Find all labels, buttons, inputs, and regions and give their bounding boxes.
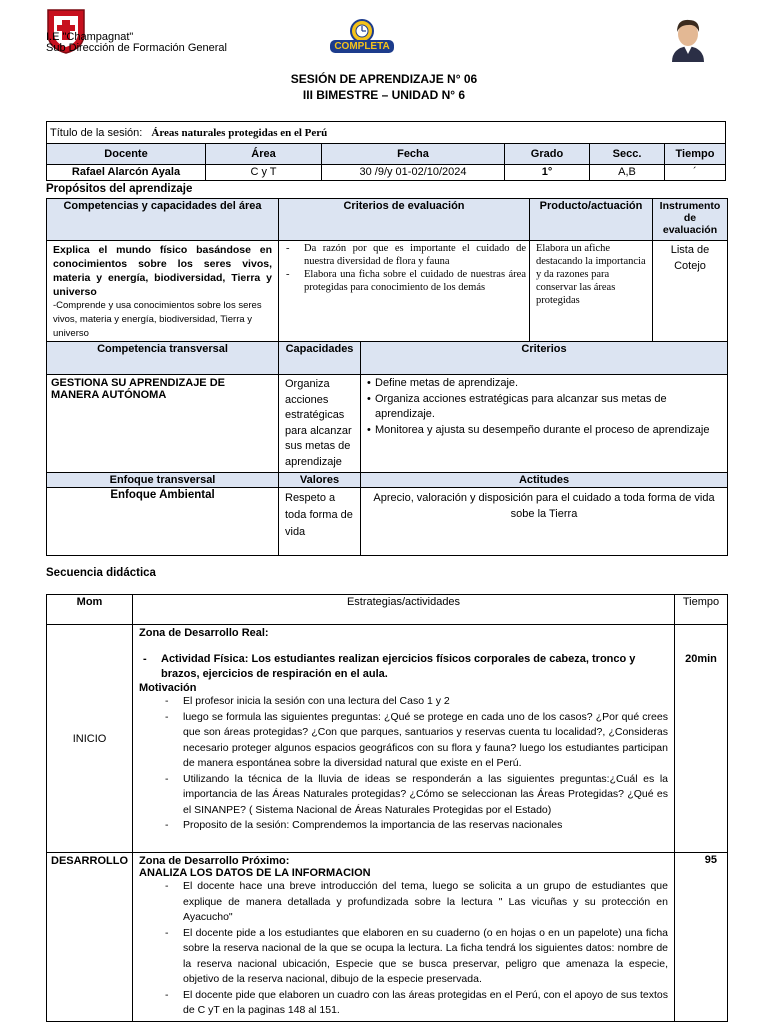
transversal-capacity: Organiza acciones estratégicas para alcanzar sus metas de aprendizaje <box>279 375 361 473</box>
instrument-cell: Lista de Cotejo <box>653 241 728 344</box>
approach-values: Respeto a toda forma de vida <box>279 488 361 556</box>
desarrollo-zone: Zona de Desarrollo Próximo: <box>139 855 290 867</box>
inicio-item: - Proposito de la sesión: Comprendemos la importancia de las reservas nacionales <box>161 818 668 834</box>
title-value: Áreas naturales protegidas en el Perú <box>151 126 328 139</box>
logo-text: COMPLETA <box>334 41 390 52</box>
physical-activity: - Actividad Física: Los estudiantes realizan ejercicios físicos corporales de cabeza, tronco y brazos, ejercicios de respiración en el aula. <box>139 652 668 682</box>
transversal-competence: GESTIONA SU APRENDIZAJE DE MANERA AUTÓNOMA <box>47 375 279 473</box>
competence-cell <box>47 241 279 344</box>
title-label: Título de la sesión: <box>50 126 143 139</box>
area-value: C y T <box>206 165 322 181</box>
jornada-completa-logo <box>326 18 398 60</box>
fecha-value: 30 /9/y 01-02/10/2024 <box>322 165 505 181</box>
desarrollo-subtitle: ANALIZA LOS DATOS DE LA INFORMACION <box>139 867 371 879</box>
sub-direction: Sub Dirección de Formación General <box>46 42 227 54</box>
session-title: SESIÓN DE APRENDIZAJE N° 06 <box>290 72 478 86</box>
inicio-zone: Zona de Desarrollo Real: <box>139 627 269 639</box>
sequence-table <box>46 594 728 1022</box>
inicio-item: - Utilizando la técnica de la lluvia de ideas se responderán a las siguientes preguntas:¿Cuál es la importancia de las Áreas Naturales protegidas? ¿Cómo se seleccionan las Áreas Protegidas? ¿Qué es el SINANPE? ( Sistema Nacional de Áreas Naturales Protegidas por el Estado) <box>161 772 668 819</box>
desarrollo-content <box>133 853 675 1022</box>
transversal-table <box>46 341 728 556</box>
criteria-item: - Elabora una ficha sobre el cuidado de nuestras área protegidas para conocimiento de los demás <box>282 268 526 294</box>
criteria-cell <box>279 241 530 344</box>
col-criterios: Criterios de evaluación <box>279 199 530 241</box>
desarrollo-label: DESARROLLO <box>47 853 133 1022</box>
col-mom: Mom <box>47 595 133 625</box>
col-area: Área <box>206 144 322 165</box>
inicio-item: - El profesor inicia la sesión con una lectura del Caso 1 y 2 <box>161 694 668 710</box>
col-actitudes: Actitudes <box>361 473 728 488</box>
transversal-criterion: • Define metas de aprendizaje. <box>367 376 721 392</box>
session-info-table <box>46 121 726 181</box>
col-instrumento: Instrumento de evaluación <box>653 199 728 241</box>
col-tiempo-seq: Tiempo <box>675 595 728 625</box>
criteria-item: - Da razón por que es importante el cuidado de nuestra diversidad de flora y fauna <box>282 242 526 268</box>
col-estrategias: Estrategias/actividades <box>133 595 675 625</box>
motivation-title: Motivación <box>139 682 197 694</box>
unit-title: III BIMESTRE – UNIDAD N° 6 <box>302 88 466 102</box>
teacher-portrait <box>668 14 708 62</box>
col-producto: Producto/actuación <box>530 199 653 241</box>
transversal-criterion: • Monitorea y ajusta su desempeño durante el proceso de aprendizaje <box>367 423 721 439</box>
desarrollo-item: - El docente pide a los estudiantes que elaboren en su cuaderno (o en hojas o en un papelote) una ficha sobre la reserva nacional de la que se ocupa la lectura. La ficha tendrá los siguientes datos: nombre de la reserva nacional ubicación, Especie que se busca preservar, peligro que amenaza la especie, objetivo de la reserva nacional, dibujo de la especie preservada. <box>161 926 668 988</box>
sequence-heading: Secuencia didáctica <box>46 567 156 579</box>
competence-bold: Explica el mundo físico basándose en conocimientos sobre los seres vivos, materia y energía, biodiversidad, Tierra y universo <box>53 244 272 298</box>
approach-name: Enfoque Ambiental <box>47 488 279 556</box>
col-criterios-transversal: Criterios <box>361 342 728 375</box>
secc-value: A,B <box>590 165 665 181</box>
transversal-criteria <box>361 375 728 473</box>
col-enfoque: Enfoque transversal <box>47 473 279 488</box>
desarrollo-time: 95 <box>675 853 728 1022</box>
session-title-row <box>47 122 726 144</box>
tiempo-value: ´ <box>665 165 726 181</box>
inicio-time: 20min <box>675 625 728 853</box>
purposes-table <box>46 198 728 344</box>
docente-value: Rafael Alarcón Ayala <box>47 165 206 181</box>
col-grado: Grado <box>505 144 590 165</box>
col-capacidades: Capacidades <box>279 342 361 375</box>
col-valores: Valores <box>279 473 361 488</box>
school-name: I.E "Champagnat" <box>46 31 134 43</box>
purposes-heading: Propósitos del aprendizaje <box>46 183 193 195</box>
col-competencias: Competencias y capacidades del área <box>47 199 279 241</box>
inicio-item: - luego se formula las siguientes preguntas: ¿Qué se protege en cada uno de los casos? ¿Por qué crees que son áreas protegidas? ¿Con que parques, santuarios y reservas cuenta tu localidad?, ¿Consideras necesario proteger algunos espacios geográficos con su flora y fauna? luego los estudiantes participan de manera espontánea sobre la diversidad natural que existe en el Perú. <box>161 710 668 772</box>
desarrollo-item: - El docente pide que elaboren un cuadro con las áreas protegidas en el Perú, con el apoyo de sus textos de C yT en la paginas 148 al 151. <box>161 988 668 1019</box>
competence-normal: -Comprende y usa conocimientos sobre los seres vivos, materia y energía, biodiversidad, Tierra y universo <box>53 300 262 339</box>
col-fecha: Fecha <box>322 144 505 165</box>
product-cell: Elabora un afiche destacando la importancia y da razones para conservar las áreas protegidas <box>530 241 653 344</box>
inicio-content <box>133 625 675 853</box>
approach-attitudes: Aprecio, valoración y disposición para el cuidado a toda forma de vida sobe la Tierra <box>361 488 728 556</box>
grado-value: 1° <box>505 165 590 181</box>
inicio-label: INICIO <box>47 625 133 853</box>
col-secc: Secc. <box>590 144 665 165</box>
col-tiempo: Tiempo <box>665 144 726 165</box>
desarrollo-item: - El docente hace una breve introducción del tema, luego se solicita a un grupo de estudiantes que explique de manera detallada y profundizada sobre la lectura " Las vicuñas y su protección en Ayacucho" <box>161 879 668 926</box>
col-competencia-transversal: Competencia transversal <box>47 342 279 375</box>
transversal-criterion: • Organiza acciones estratégicas para alcanzar sus metas de aprendizaje. <box>367 392 721 423</box>
col-docente: Docente <box>47 144 206 165</box>
